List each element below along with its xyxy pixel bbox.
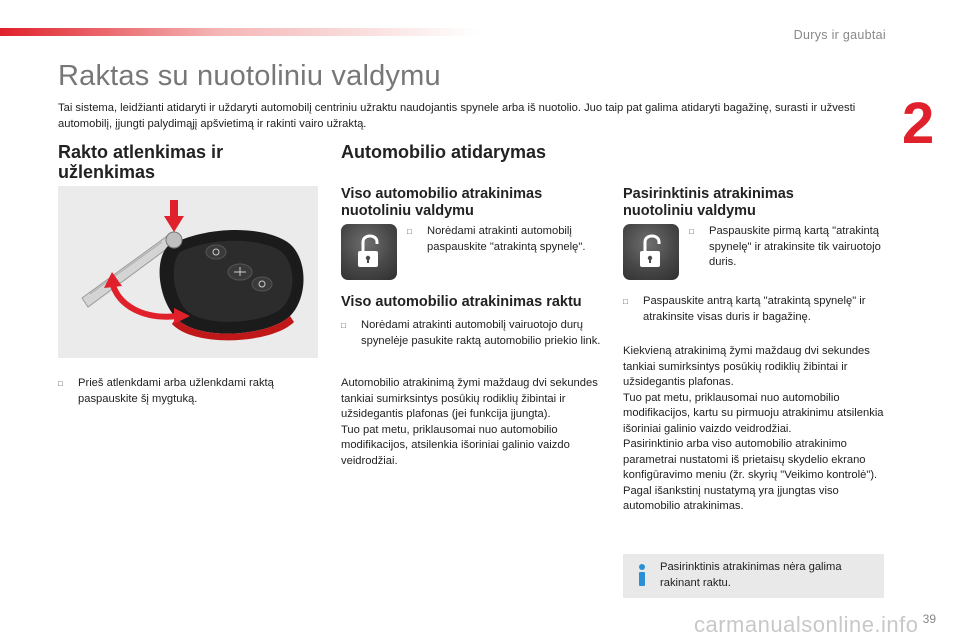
selective-para-4: Pagal išankstinį nustatymą yra įjungtas viso automobilio atrakinimas. <box>623 484 839 512</box>
key-full-para-1: Automobilio atrakinimą žymi maždaug dvi sekundes tankiai sumirksintys posūkių rodiklių žibintai ir užsidegantis plafonas (jei funkcija įjungta). <box>341 377 598 420</box>
unlocked-padlock-icon <box>623 224 679 280</box>
page-title: Raktas su nuotoliniu valdymu <box>58 60 441 92</box>
checkbox-bullet-icon: □ <box>623 297 628 306</box>
remote-full-heading-line2: nuotoliniu valdymu <box>341 203 474 219</box>
remote-full-bullet <box>407 224 607 255</box>
checkbox-bullet-icon: □ <box>689 227 694 236</box>
remote-full-heading-line1: Viso automobilio atrakinimas <box>341 186 543 202</box>
key-full-para-2: Tuo pat metu, priklausomai nuo automobilio modifikacijos, atsilenkia išoriniai galinio vaizdo veidrodžiai. <box>341 423 570 467</box>
remote-full-bullet-text: Norėdami atrakinti automobilį paspauskite "atrakintą spynelę". <box>427 225 586 253</box>
unlock-heading: Automobilio atidarymas <box>341 142 547 162</box>
fold-heading-line1: Rakto atlenkimas ir <box>58 142 224 162</box>
info-note-text: Pasirinktinis atrakinimas nėra galima rakinant raktu. <box>660 561 842 589</box>
selective-bullet-2 <box>623 294 893 325</box>
section-name: Durys ir gaubtai <box>793 28 886 42</box>
selective-para-1: Kiekvieną atrakinimą žymi maždaug dvi sekundes tankiai sumirksintys posūkių rodiklių žibintai ir užsidegantis plafonas. <box>623 345 870 388</box>
selective-heading-line2: nuotoliniu valdymu <box>623 203 756 219</box>
key-fob-photo <box>58 186 318 358</box>
watermark: carmanualsonline.info <box>694 612 919 637</box>
remote-full-heading <box>341 186 611 220</box>
selective-bullet-1 <box>689 224 889 271</box>
key-full-heading: Viso automobilio atrakinimas raktu <box>341 294 582 310</box>
header-accent-bar <box>0 28 480 36</box>
fold-heading <box>58 142 318 182</box>
selective-heading <box>623 186 893 220</box>
selective-bullet-2-text: Paspauskite antrą kartą "atrakintą spynelę" ir atrakinsite visas duris ir bagažinę. <box>643 295 866 323</box>
selective-bullet-1-text: Paspauskite pirmą kartą "atrakintą spynelę" ir atrakinsite tik vairuotojo duris. <box>709 225 881 268</box>
checkbox-bullet-icon: □ <box>341 321 346 330</box>
key-full-bullet <box>341 318 609 349</box>
selective-description <box>623 344 887 515</box>
chapter-number: 2 <box>902 91 935 156</box>
checkbox-bullet-icon: □ <box>58 379 63 388</box>
fold-bullet <box>58 376 318 407</box>
info-note <box>623 554 884 598</box>
key-full-bullet-text: Norėdami atrakinti automobilį vairuotojo durų spynelėje pasukite raktą automobilio priekio link. <box>361 319 601 347</box>
fold-bullet-text: Prieš atlenkdami arba užlenkdami raktą paspauskite šį mygtuką. <box>78 377 274 405</box>
key-full-description <box>341 376 603 469</box>
fold-heading-line2: užlenkimas <box>58 162 156 182</box>
unlocked-padlock-icon <box>341 224 397 280</box>
checkbox-bullet-icon: □ <box>407 227 412 236</box>
red-down-arrow-icon <box>164 200 184 234</box>
selective-para-2: Tuo pat metu, priklausomai nuo automobilio modifikacijos, kartu su pirmuoju atrakinimu atsilenkia išoriniai galinio vaizdo veidrodžiai. <box>623 391 884 435</box>
selective-heading-line1: Pasirinktinis atrakinimas <box>623 186 794 202</box>
red-curved-arrow-icon <box>104 272 190 328</box>
info-icon <box>635 563 649 587</box>
selective-para-3: Pasirinktinio arba viso automobilio atrakinimo parametrai nustatomi iš prietaisų skydelio ekrano konfigūravimo meniu (žr. skyrių "Veikimo kontrolė"). <box>623 438 878 481</box>
intro-paragraph: Tai sistema, leidžianti atidaryti ir uždaryti automobilį centriniu užraktu naudojantis spynele arba iš nuotolio. Juo taip pat galima atidaryti bagažinę, surasti ir užvesti automobilį, įjungti palydimąjį apšvietimą ir rakinti vairo užraktą. <box>58 102 856 130</box>
page-number: 39 <box>922 612 936 626</box>
